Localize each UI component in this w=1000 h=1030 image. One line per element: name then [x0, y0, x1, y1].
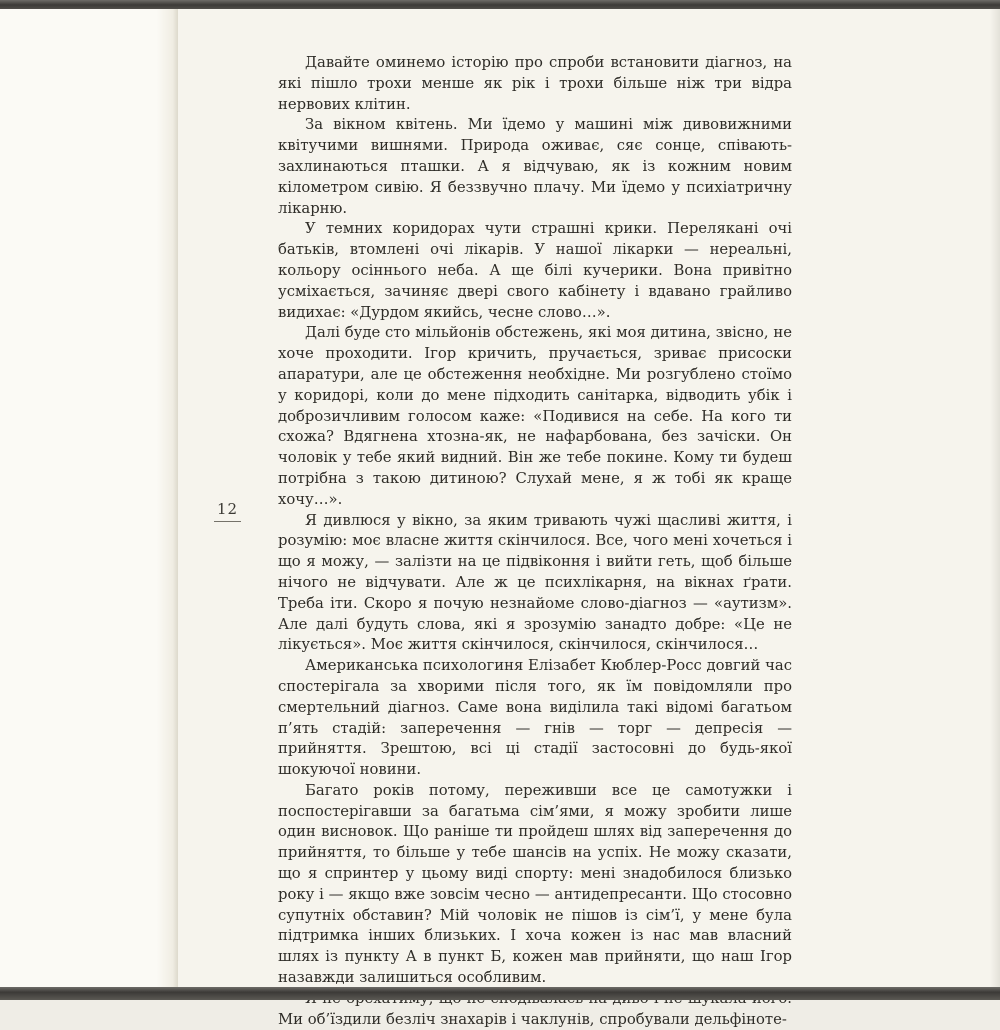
book-page [178, 9, 1000, 1028]
paragraph: Американська психологиня Елізабет Кюблер-Росс довгий час спостерігала за хворими після того, як їм повідомляли про смертельний діагноз. Саме вона виділила такі відомі багатьом п’ять стадій: заперечення — гнів — торг — депресія — прийняття. Зрештою, всі ці стадії застосовні до будь-якої шокуючої новини. [278, 657, 792, 779]
text-block [278, 53, 792, 1030]
page-number: 12 [214, 500, 241, 522]
paragraph: Ми об’їздили безліч знахарів і чаклунів, спробували дельфіноте- [278, 1010, 787, 1028]
paragraph: За вікном квітень. Ми їдемо у машині між дивовижними квітучими вишнями. Природа оживає, сяє сонце, співають-захлинаються пташки. А я відчуваю, як із кожним новим кілометром сивію. Я беззвучно плачу. Ми їдемо у психіатричну лікарню. [278, 116, 792, 217]
paragraph: Багато років потому, переживши все це самотужки і поспостерігавши за багатьма сім’ями, я можу зробити лише один висновок. Що раніше ти пройдеш шлях від заперечення до прийняття, то більше у тебе шансів на успіх. Не можу сказати, що я спринтер у цьому виді спорту: мені знадобилося близько року і — якщо вже зовсім чесно — антидепресанти. Що стосовно супутніх обставин? Мій чоловік не пішов із сім’ї, у мене була підтримка інших близьких. І хоча кожен із нас мав власний шлях із пункту А в пункт Б, кожен мав прийняти, що наш Ігор назавжди залишиться особливим. [278, 781, 792, 987]
paragraph: Далі буде сто мільйонів обстежень, які моя дитина, звісно, не хоче проходити. Ігор кричить, пручається, зриває присоски апаратури, але це обстеження необхідне. Ми розгублено стоїмо у коридорі, коли до мене підходить санітарка, відводить убік і доброзичливим голосом каже: «Подивися на себе. На кого ти схожа? Вдягнена хтозна-як, не нафарбована, без зачіски. Он чоловік у тебе який видний. Він же тебе покине. Кому ти будеш потрібна з такою дитиною? Слухай мене, я ж тобі як краще хочу…». [278, 324, 792, 508]
scan-edge-top [0, 0, 1000, 9]
paragraph: Я дивлюся у вікно, за яким тривають чужі щасливі життя, і розумію: моє власне життя скінчилося. Все, чого мені хочеться і що я можу, — залізти на це підвіконня і вийти геть, щоб більше нічого не відчувати. Але ж це психлікарня, на вікнах ґрати. Треба іти. Скоро я почую незнайоме слово-діагноз — «аутизм». Але далі будуть слова, які я зрозумію занадто добре: «Це не лікується». Моє життя скінчилося, скінчилося, скінчилося… [278, 511, 792, 654]
paragraph: Давайте оминемо історію про спроби встановити діагноз, на які пішло трохи менше як рік і трохи більше ніж три відра нервових клітин. [278, 54, 792, 113]
left-margin-strip [0, 9, 178, 987]
paragraph: У темних коридорах чути страшні крики. Перелякані очі батьків, втомлені очі лікарів. У нашої лікарки — нереальні, кольору осіннього неба. А ще білі кучерики. Вона привітно усміхається, зачиняє двері свого кабінету і вдавано грайливо видихає: «Дурдом якийсь, чесне слово…». [278, 220, 792, 321]
scan-edge-bottom [0, 987, 1000, 1000]
page-right-edge-shadow [990, 9, 1000, 987]
